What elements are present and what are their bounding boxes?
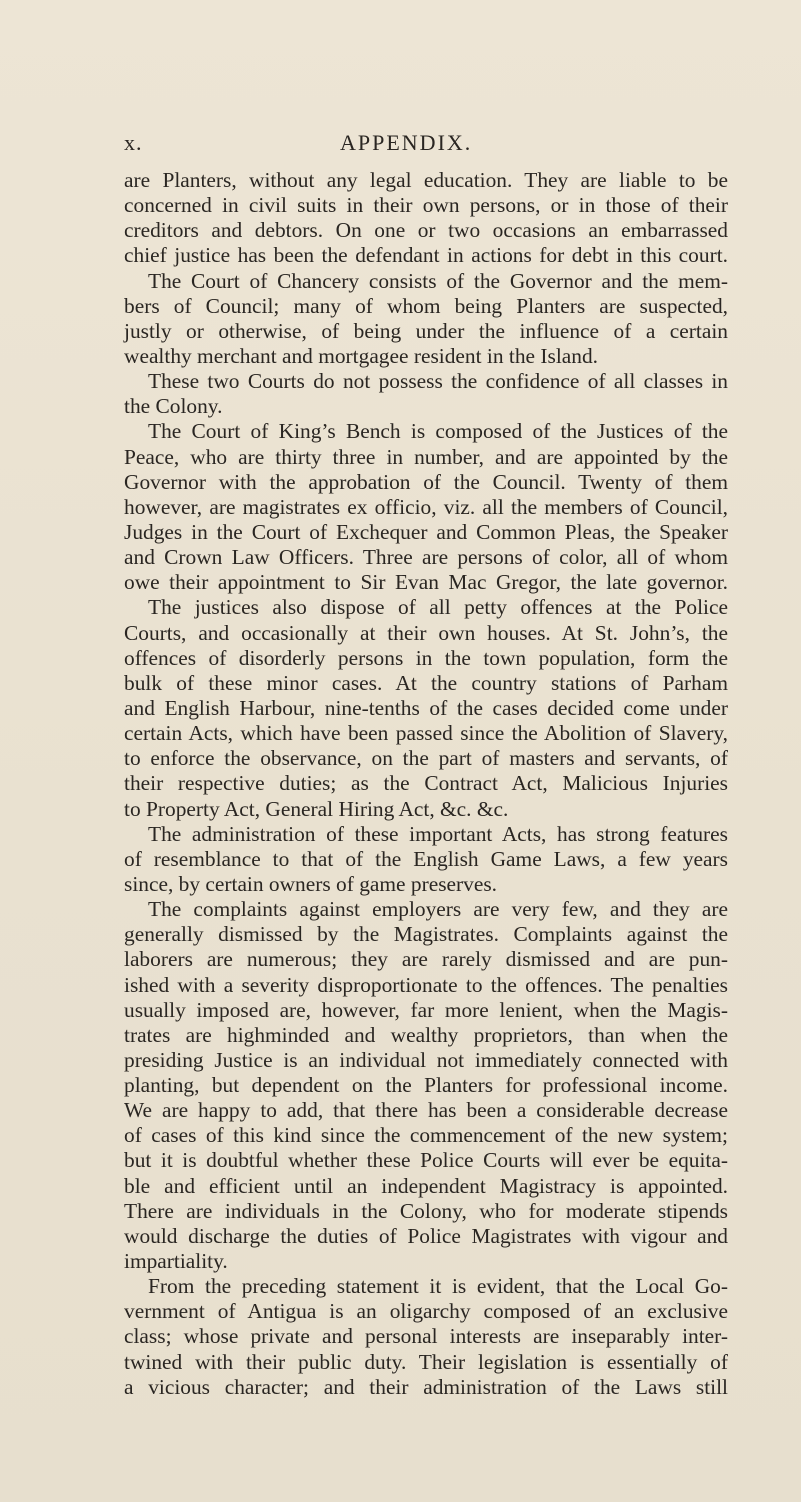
text-line: a vicious character; and their administration of the Laws still [124,1374,728,1399]
text-line: would discharge the duties of Police Magistrates with vigour and [124,1223,728,1248]
text-line: laborers are numerous; they are rarely dismissed and are pun- [124,947,728,972]
text-line: offences of disorderly persons in the town population, form the [124,645,728,670]
text-line: twined with their public duty. Their legislation is essentially of [124,1349,728,1374]
page-header [0,130,801,160]
text-line: and Crown Law Officers. Three are persons of color, all of whom [124,545,728,570]
text-line: however, are magistrates ex officio, viz. all the members of Council, [124,494,728,519]
text-line: their respective duties; as the Contract Act, Malicious Injuries [124,771,728,796]
text-line: Governor with the approbation of the Council. Twenty of them [124,469,728,494]
text-line: justly or otherwise, of being under the influence of a certain [124,318,728,343]
text-line: Peace, who are thirty three in number, and are appointed by the [124,444,728,469]
text-line: These two Courts do not possess the confidence of all classes in [148,369,728,394]
text-line: concerned in civil suits in their own persons, or in those of their [124,193,728,218]
text-line: generally dismissed by the Magistrates. Complaints against the [124,922,728,947]
text-line: The justices also dispose of all petty offences at the Police [148,595,728,620]
text-line: vernment of Antigua is an oligarchy composed of an exclusive [124,1299,728,1324]
text-line: There are individuals in the Colony, who for moderate stipends [124,1198,728,1223]
text-line: are Planters, without any legal education. They are liable to be [124,168,728,192]
text-line: trates are highminded and wealthy proprietors, than when the [124,1022,728,1047]
folio-page-number: x. [124,130,143,155]
text-line: The complaints against employers are very few, and they are [148,897,728,922]
text-line: since, by certain owners of game preserves. [124,871,497,896]
text-line: The Court of King’s Bench is composed of the Justices of the [148,419,728,444]
text-line: the Colony. [124,394,223,419]
text-line: and English Harbour, nine-tenths of the cases decided come under [124,695,728,720]
text-line: planting, but dependent on the Planters for professional income. [124,1073,728,1098]
text-line: but it is doubtful whether these Police Courts will ever be equita- [124,1148,728,1173]
text-line: From the preceding statement it is evident, that the Local Go- [148,1274,728,1299]
text-line: ished with a severity disproportionate to the offences. The penalties [124,972,728,997]
text-line: creditors and debtors. On one or two occasions an embarrassed [124,218,728,243]
text-line: The Court of Chancery consists of the Governor and the mem- [148,268,728,293]
text-line: impartiality. [124,1249,228,1274]
text-line: ble and efficient until an independent Magistracy is appointed. [124,1173,728,1198]
text-line: chief justice has been the defendant in actions for debt in this court. [124,243,728,268]
text-line: We are happy to add, that there has been a considerable decrease [124,1098,728,1123]
text-line: of resemblance to that of the English Game Laws, a few years [124,846,728,871]
running-head: APPENDIX. [340,130,473,155]
text-line: bulk of these minor cases. At the country stations of Parham [124,670,728,695]
body-text [124,168,728,1400]
text-line: owe their appointment to Sir Evan Mac Gregor, the late governor. [124,570,728,595]
text-line: The administration of these important Acts, has strong features [148,821,728,846]
text-line: bers of Council; many of whom being Planters are suspected, [124,293,728,318]
text-line: certain Acts, which have been passed since the Abolition of Slavery, [124,721,728,746]
text-line: usually imposed are, however, far more lenient, when the Magis- [124,997,728,1022]
text-line: presiding Justice is an individual not immediately connected with [124,1047,728,1072]
text-line: Judges in the Court of Exchequer and Common Pleas, the Speaker [124,519,728,544]
text-line: class; whose private and personal interests are inseparably inter- [124,1324,728,1349]
text-line: Courts, and occasionally at their own houses. At St. John’s, the [124,620,728,645]
text-line: of cases of this kind since the commencement of the new system; [124,1123,728,1148]
text-line: to enforce the observance, on the part of masters and servants, of [124,746,728,771]
text-line: wealthy merchant and mortgagee resident in the Island. [124,343,598,368]
text-line: to Property Act, General Hiring Act, &c. &c. [124,796,509,821]
